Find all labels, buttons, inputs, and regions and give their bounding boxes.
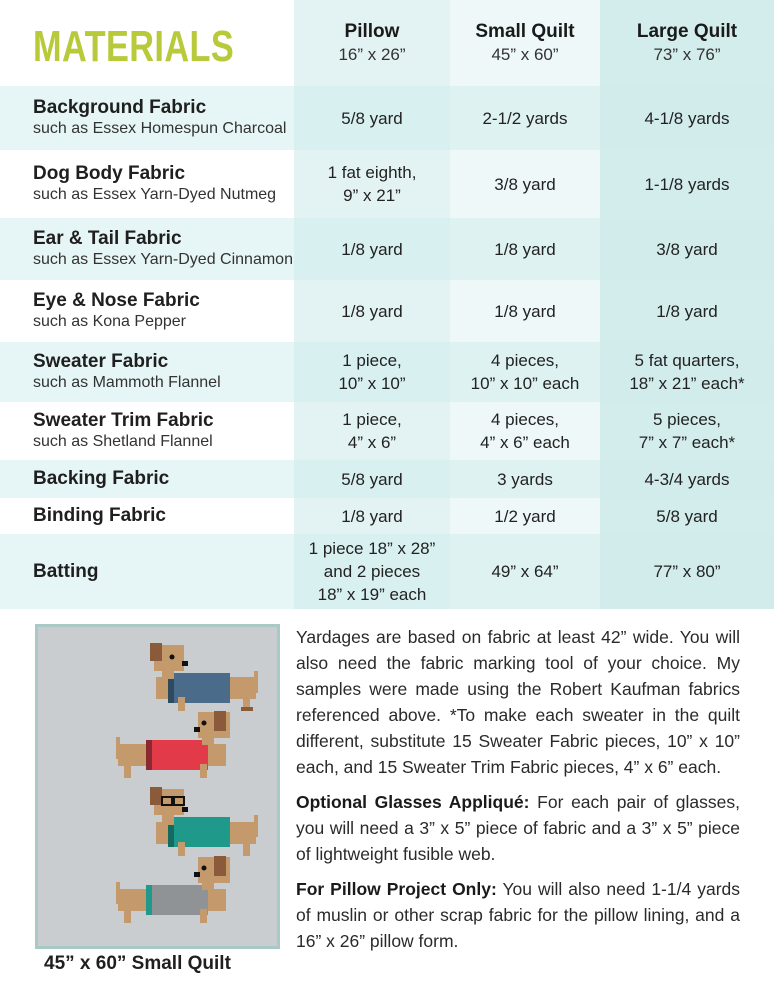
col-header-name: Pillow	[344, 21, 400, 42]
row-label	[0, 561, 294, 583]
cell-line: 1 piece,	[342, 410, 402, 429]
materials-notes	[296, 624, 740, 963]
cell-small	[450, 150, 600, 218]
cell-line: 4” x 6” each	[480, 433, 570, 452]
row-label	[0, 163, 294, 205]
row-label	[0, 228, 294, 270]
quilt-illustration	[35, 624, 280, 949]
notes-glasses-text: For each pair of glasses, you will need a 3” x 5” piece of fabric and a 3” x 5” piece of lightweight fusible web.	[296, 792, 741, 864]
fabric-suggestion: such as Mammoth Flannel	[33, 374, 221, 391]
fabric-name: Sweater Fabric	[33, 351, 169, 372]
table-row	[0, 342, 774, 402]
cell-large	[600, 280, 774, 342]
table-row	[0, 218, 774, 280]
cell-pillow	[294, 280, 450, 342]
cell-line: 10” x 10” each	[470, 374, 580, 393]
cell-large	[600, 218, 774, 280]
cell-line: 4” x 6”	[347, 433, 397, 452]
cell-line: 4 pieces,	[490, 410, 560, 429]
cell-line: 1/8 yard	[341, 239, 403, 259]
col-header-name: Large Quilt	[636, 21, 738, 42]
cell-line: and 2 pieces	[323, 562, 421, 581]
table-row	[0, 402, 774, 460]
cell-pillow	[294, 534, 450, 609]
cell-small	[450, 342, 600, 402]
fabric-name: Backing Fabric	[33, 468, 170, 489]
table-row	[0, 498, 774, 534]
cell-line: 5/8 yard	[656, 506, 718, 526]
cell-pillow	[294, 218, 450, 280]
cell-line: 4-3/4 yards	[644, 469, 730, 489]
row-label	[0, 290, 294, 332]
cell-line: 5/8 yard	[341, 108, 403, 128]
cell-large	[600, 460, 774, 498]
table-row	[0, 280, 774, 342]
cell-line: 1 piece,	[342, 351, 402, 370]
cell-line: 1/8 yard	[341, 301, 403, 321]
dog-gray-sweater	[116, 856, 230, 923]
dachshund-quilt-image	[38, 627, 277, 946]
cell-small	[450, 218, 600, 280]
cell-line: 1-1/8 yards	[644, 174, 730, 194]
cell-large	[600, 498, 774, 534]
notes-pillow	[296, 876, 740, 954]
notes-yardage: Yardages are based on fabric at least 42” wide. You will also need the fabric marking tool of your choice. My samples were made using the Robert Kaufman fabrics referenced above. *To make each sweater in the quilt different, substitute 15 Sweater Fabric pieces, 10” x 10” each, and 15 Sweater Trim Fabric pieces, 4” x 6” each.	[296, 627, 740, 777]
fabric-name: Ear & Tail Fabric	[33, 228, 182, 249]
cell-line: 9” x 21”	[343, 186, 401, 205]
cell-line: 1/8 yard	[494, 239, 556, 259]
cell-pillow	[294, 150, 450, 218]
cell-large	[600, 150, 774, 218]
cell-large	[600, 534, 774, 609]
cell-pillow	[294, 342, 450, 402]
cell-line: 1/8 yard	[494, 301, 556, 321]
cell-line: 10” x 10”	[338, 374, 406, 393]
row-label	[0, 97, 294, 139]
cell-small	[450, 460, 600, 498]
fabric-name: Sweater Trim Fabric	[33, 410, 214, 431]
cell-line: 5/8 yard	[341, 469, 403, 489]
cell-pillow	[294, 86, 450, 150]
dog-blue-sweater	[150, 643, 258, 711]
fabric-suggestion: such as Essex Homespun Charcoal	[33, 120, 287, 137]
cell-line: 4-1/8 yards	[644, 108, 730, 128]
cell-line: 2-1/2 yards	[482, 108, 568, 128]
col-header-name: Small Quilt	[475, 21, 575, 42]
col-header-small-quilt	[450, 0, 600, 86]
cell-line: 77” x 80”	[653, 562, 721, 581]
fabric-name: Batting	[33, 560, 99, 582]
fabric-name: Background Fabric	[33, 97, 207, 118]
dog-red-sweater	[116, 711, 230, 778]
col-header-size: 16” x 26”	[338, 45, 406, 64]
cell-large	[600, 86, 774, 150]
col-header-size: 45” x 60”	[491, 45, 559, 64]
col-header-large-quilt	[600, 0, 774, 86]
fabric-name: Eye & Nose Fabric	[33, 290, 200, 311]
cell-line: 18” x 21” each*	[629, 374, 745, 393]
fabric-suggestion: such as Shetland Flannel	[33, 433, 213, 450]
fabric-suggestion: such as Kona Pepper	[33, 313, 186, 330]
cell-small	[450, 534, 600, 609]
cell-line: 1/8 yard	[341, 506, 403, 526]
table-row	[0, 150, 774, 218]
cell-line: 7” x 7” each*	[638, 433, 736, 452]
cell-pillow	[294, 402, 450, 460]
cell-line: 4 pieces,	[490, 351, 560, 370]
cell-line: 49” x 64”	[491, 562, 559, 581]
cell-line: 18” x 19” each	[317, 585, 427, 604]
title-cell	[0, 14, 294, 72]
cell-line: 3/8 yard	[494, 174, 556, 194]
cell-small	[450, 402, 600, 460]
fabric-suggestion: such as Essex Yarn-Dyed Cinnamon	[33, 251, 293, 268]
cell-line: 1/8 yard	[656, 301, 718, 321]
table-header-row	[0, 0, 774, 86]
table-row	[0, 86, 774, 150]
notes-glasses-heading: Optional Glasses Appliqué:	[296, 792, 530, 812]
notes-glasses	[296, 789, 740, 867]
cell-small	[450, 86, 600, 150]
quilt-caption: 45” x 60” Small Quilt	[44, 953, 231, 974]
cell-line: 5 pieces,	[652, 410, 722, 429]
cell-line: 5 fat quarters,	[634, 351, 740, 370]
fabric-suggestion: such as Essex Yarn-Dyed Nutmeg	[33, 186, 277, 203]
cell-large	[600, 402, 774, 460]
cell-small	[450, 280, 600, 342]
notes-pillow-heading: For Pillow Project Only:	[296, 879, 497, 899]
cell-pillow	[294, 460, 450, 498]
row-label	[0, 468, 294, 490]
row-label	[0, 505, 294, 527]
fabric-name: Dog Body Fabric	[33, 163, 186, 184]
row-label	[0, 410, 294, 452]
sweater-red	[148, 740, 208, 770]
table-row	[0, 534, 774, 609]
col-header-pillow	[294, 0, 450, 86]
cell-large	[600, 342, 774, 402]
dog-teal-sweater	[150, 787, 258, 856]
cell-line: 3 yards	[497, 469, 553, 489]
table-row	[0, 460, 774, 498]
cell-line: 1/2 yard	[494, 506, 556, 526]
cell-line: 1 piece 18” x 28”	[308, 539, 436, 558]
fabric-name: Binding Fabric	[33, 505, 166, 526]
row-label	[0, 351, 294, 393]
cell-pillow	[294, 498, 450, 534]
cell-line: 3/8 yard	[656, 239, 718, 259]
page-title: MATERIALS	[33, 22, 235, 71]
cell-small	[450, 498, 600, 534]
notes-pillow-text: You will also need 1-1/4 yards of muslin or other scrap fabric for the pillow lining, and a 16” x 26” pillow form.	[296, 879, 741, 951]
col-header-size: 73” x 76”	[653, 45, 721, 64]
cell-line: 1 fat eighth,	[327, 163, 417, 182]
sweater-gray	[148, 885, 208, 915]
